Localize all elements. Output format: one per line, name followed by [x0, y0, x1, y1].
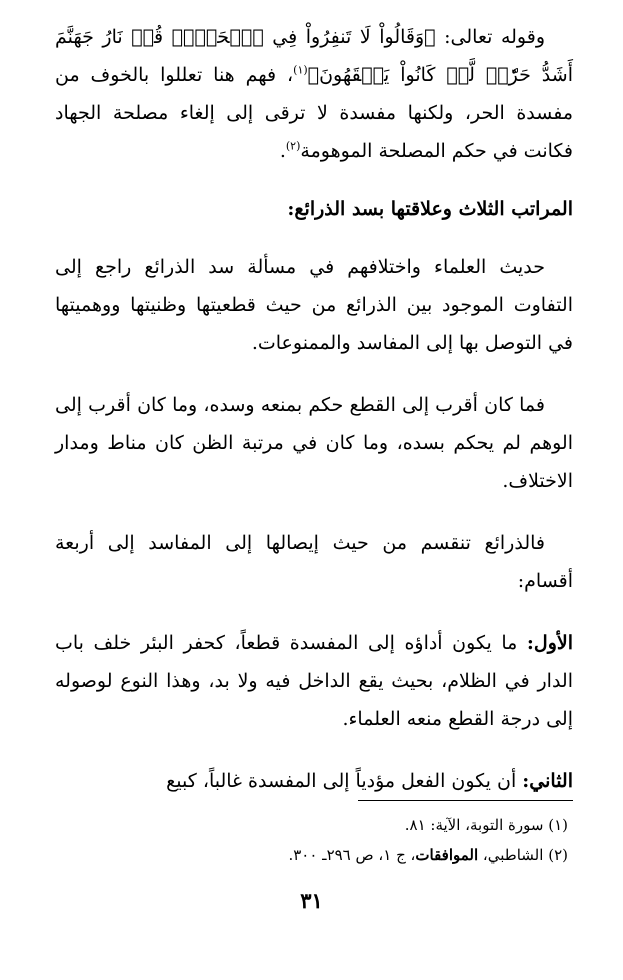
quran-verse: ﴿وَقَالُواْ لَا تَنفِرُواْ فِي ٱلۡحَرِّۗ قُلۡ نَارُ جَهَنَّمَ أَشَدُّ حَرّٗاۚ لَّوۡ كَانُواْ يَفۡقَهُونَ﴾	[55, 26, 573, 86]
paragraph-2: فما كان أقرب إلى القطع حكم بمنعه وسده، وما كان أقرب إلى الوهم لم يحكم بسده، وما كان في مرتبة الظن كان مناط ومدار الاختلاف.	[55, 394, 573, 492]
footnote-2-author: الشاطبي،	[478, 846, 544, 864]
section-heading: المراتب الثلاث وعلاقتها بسد الذرائع:	[287, 198, 573, 220]
footnote-2-number: (٢)	[548, 846, 568, 864]
intro-text: ، فهم هنا تعللوا بالخوف من مفسدة الحر، ولكنها مفسدة لا ترقى إلى إلغاء مصلحة الجهاد فكانت في حكم المصلحة الموهومة	[55, 64, 573, 162]
footnote-2	[55, 840, 568, 870]
paragraph-1: حديث العلماء واختلافهم في مسألة سد الذرائع راجع إلى التفاوت الموجود بين الذرائع من حيث قطعيتها وظنيتها ووهميتها في التوصل بها إلى المفاسد والممنوعات.	[55, 256, 573, 354]
category-second-text: أن يكون الفعل مؤدياً إلى المفسدة غالباً، كبيع	[166, 770, 523, 792]
intro-paragraph	[55, 18, 573, 170]
footnote-ref-1: (١)	[293, 63, 308, 77]
category-second-label: الثاني:	[522, 770, 573, 792]
footnote-divider	[358, 800, 573, 801]
intro-lead: وقوله تعالى:	[444, 26, 545, 48]
footnote-ref-2: (٢)	[285, 139, 301, 153]
footnote-2-rest: ، ج ١، ص ٢٩٦ـ ٣٠٠.	[288, 846, 416, 864]
footnote-1	[55, 810, 568, 840]
paragraph-3: فالذرائع تنقسم من حيث إيصالها إلى المفاسد إلى أربعة أقسام:	[55, 532, 573, 592]
category-first	[55, 624, 573, 738]
page-body	[55, 18, 573, 800]
category-first-text: ما يكون أداؤه إلى المفسدة قطعاً، كحفر البئر خلف باب الدار في الظلام، بحيث يقع الداخل فيه ولا بد، وهذا النوع لوصوله إلى درجة القطع منعه العلماء.	[55, 632, 573, 730]
category-second	[55, 762, 573, 800]
intro-end: .	[279, 140, 286, 162]
footnote-1-text: سورة التوبة، الآية: ٨١.	[404, 816, 544, 834]
footnotes	[55, 810, 568, 870]
category-first-label: الأول:	[526, 632, 573, 654]
footnote-1-number: (١)	[548, 816, 568, 834]
footnote-2-title: الموافقات	[415, 846, 479, 864]
page-number: ٣١	[300, 888, 323, 913]
